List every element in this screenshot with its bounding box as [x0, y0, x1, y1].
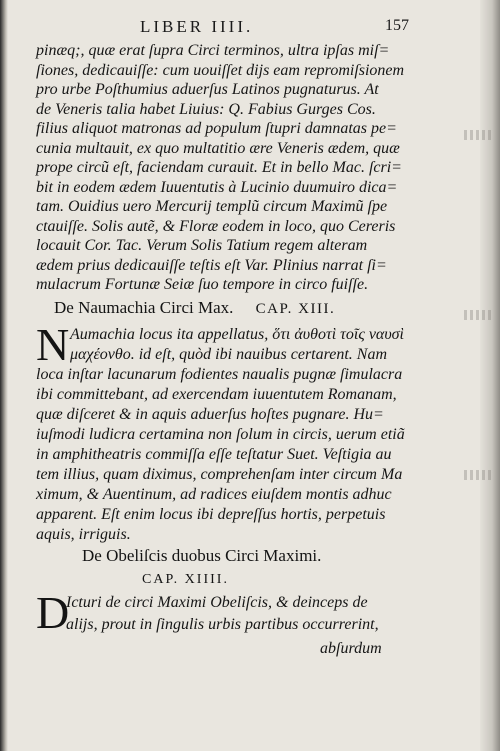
text-line: bit in eodem ædem Iuuentutis à Lucinio duumuiro dica=: [36, 178, 398, 196]
catchword: abſurdum: [320, 640, 382, 657]
text-line: filius aliquot matronas ad populum ſtupri damnatas pe=: [36, 120, 397, 137]
text-line: mulacrum Fortunæ Seiæ ſuo tempore in circo fuiſſe.: [36, 276, 369, 293]
running-head-title: LIBER IIII.: [140, 17, 254, 36]
text-line: quæ diſceret & in aquis aduerſus hoſtes pugnare. Hu=: [36, 406, 384, 423]
drop-cap: D: [36, 587, 70, 638]
page-fore-edge: [480, 0, 500, 751]
page-number: 157: [385, 17, 409, 34]
text-line: prope circũ eſt, faciendam curauit. Et in bello Mac. ſcri=: [36, 159, 402, 176]
text-line: iuſmodi ludicra certamina non ſolum in circis, uerum etiã: [36, 426, 405, 443]
text-line: cunia multauit, ex quo multatitio ære Veneris ædem, quæ: [36, 139, 400, 157]
drop-cap: N: [36, 319, 70, 370]
text-line: aquis, irriguis.: [36, 526, 131, 543]
text-line: μαχέονθο. id eſt, quòd ibi nauibus certarent. Nam: [70, 346, 388, 363]
text-line: pro urbe Poſthumius aduerſus Latinos pugnaturus. At: [36, 81, 379, 98]
text-line: ibi committebant, ad exercendam iuuentutem Romanam,: [36, 386, 397, 403]
page-gutter-shadow: [0, 0, 8, 751]
chapter-title: De Naumachia Circi Max.: [54, 298, 234, 317]
text-line: in amphitheatris commiſſa eſſe teſtatur Suet. Veſtigia au: [36, 446, 392, 463]
text-line: locauit Cor. Tac. Verum Solis Tatium regem alteram: [36, 237, 368, 254]
running-head: [140, 17, 440, 39]
text-line: tam. Ouidius uero Mercurij templũ circum Maximũ ſpe: [36, 198, 388, 215]
text-line: ædem prius dedicauiſſe teſtis eſt Var. Plinius narrat ſi=: [36, 256, 387, 274]
text-line: ctauiſſe. Solis autẽ, & Floræ eodem in loco, quo Cereris: [36, 217, 396, 235]
text-line: Aumachia locus ita appellatus, ὅτι ἀυθοτὶ τοῖς ναυσὶ: [70, 326, 404, 343]
show-through-mark: [464, 130, 494, 140]
text-line: alijs, prout in ſingulis urbis partibus occurrerint,: [66, 616, 379, 633]
show-through-mark: [464, 310, 494, 320]
chapter-number: CAP. XIIII.: [142, 572, 229, 587]
text-line: ximum, & Auentinum, ad radices eiuſdem montis adhuc: [36, 486, 392, 503]
text-line: pinæq;, quæ erat ſupra Circi terminos, ultra ipſas miſ=: [36, 42, 390, 59]
text-line: ſiones, dedicauiſſe: cum uouiſſet dijs eam repromiſsionem: [36, 61, 405, 79]
chapter-heading: [54, 298, 335, 318]
chapter-number: CAP. XIII.: [255, 301, 336, 317]
text-line: de Veneris talia habet Liuius: Q. Fabius Gurges Cos.: [36, 100, 376, 118]
text-line: Icturi de circi Maximi Obeliſcis, & deinceps de: [66, 594, 368, 611]
text-line: tem illius, quam diximus, comprehenſam inter circum Ma: [36, 466, 403, 483]
text-line: loca inſtar lacunarum fodientes naualis pugnæ ſimulacra: [36, 366, 403, 383]
text-line: apparent. Eſt enim locus ibi depreſſus hortis, perpetuis: [36, 506, 386, 523]
chapter-title: De Obeliſcis duobus Circi Maximi.: [82, 546, 322, 565]
show-through-mark: [464, 470, 494, 480]
